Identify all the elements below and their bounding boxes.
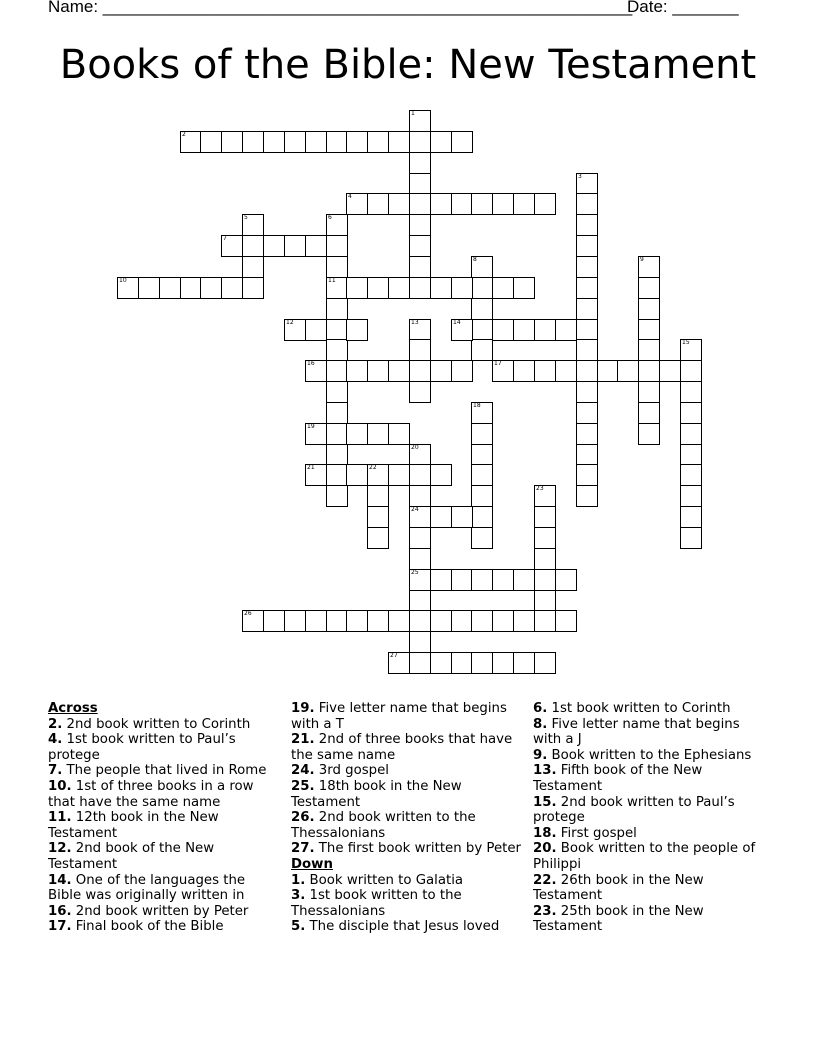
grid-cell[interactable]: [534, 360, 556, 382]
grid-cell[interactable]: [242, 277, 264, 299]
grid-cell[interactable]: [346, 277, 368, 299]
clue-across: 26. 2nd book written to the Thessalonians: [291, 810, 476, 841]
grid-cell[interactable]: [576, 277, 598, 299]
grid-cell[interactable]: [451, 360, 473, 382]
grid-cell[interactable]: [680, 444, 702, 466]
grid-cell[interactable]: [409, 610, 431, 632]
grid-cell[interactable]: [659, 360, 681, 382]
grid-cell[interactable]: [409, 173, 431, 195]
grid-cell[interactable]: [409, 214, 431, 236]
clue-down: 8. Five letter name that begins with a J: [533, 716, 740, 748]
grid-cell[interactable]: [576, 256, 598, 278]
grid-cell[interactable]: [346, 131, 368, 153]
grid-cell[interactable]: [409, 256, 431, 278]
grid-cell[interactable]: [409, 193, 431, 215]
grid-cell[interactable]: [409, 631, 431, 653]
grid-cell[interactable]: [471, 339, 493, 361]
grid-cell[interactable]: [471, 569, 493, 591]
grid-cell[interactable]: [430, 464, 452, 486]
grid-cell[interactable]: [430, 569, 452, 591]
grid-cell[interactable]: [409, 652, 431, 674]
grid-cell[interactable]: [409, 569, 431, 591]
grid-cell[interactable]: [638, 298, 660, 320]
grid-cell[interactable]: [409, 548, 431, 570]
grid-cell[interactable]: [430, 193, 452, 215]
cell-number: 22: [369, 464, 377, 471]
grid-cell[interactable]: [346, 319, 368, 341]
grid-cell[interactable]: [638, 256, 660, 278]
grid-cell[interactable]: [326, 214, 348, 236]
grid-cell[interactable]: [492, 569, 514, 591]
cell-number: 19: [307, 423, 315, 430]
grid-cell[interactable]: [117, 277, 139, 299]
cell-number: 5: [244, 214, 248, 221]
cell-number: 3: [578, 173, 582, 180]
grid-cell[interactable]: [388, 652, 410, 674]
grid-cell[interactable]: [326, 277, 348, 299]
grid-cell[interactable]: [367, 485, 389, 507]
grid-cell[interactable]: [471, 610, 493, 632]
grid-cell[interactable]: [326, 298, 348, 320]
grid-cell[interactable]: [388, 277, 410, 299]
grid-cell[interactable]: [242, 235, 264, 257]
grid-cell[interactable]: [305, 319, 327, 341]
grid-cell[interactable]: [471, 193, 493, 215]
grid-cell[interactable]: [346, 423, 368, 445]
grid-cell[interactable]: [326, 423, 348, 445]
grid-cell[interactable]: [513, 610, 535, 632]
grid-cell[interactable]: [305, 131, 327, 153]
grid-cell[interactable]: [367, 464, 389, 486]
grid-cell[interactable]: [513, 360, 535, 382]
grid-cell[interactable]: [326, 339, 348, 361]
grid-cell[interactable]: [367, 527, 389, 549]
grid-cell[interactable]: [388, 360, 410, 382]
down-heading: Down: [291, 856, 333, 872]
grid-cell[interactable]: [409, 152, 431, 174]
clue-down: 5. The disciple that Jesus loved: [291, 919, 500, 935]
cell-number: 20: [411, 444, 419, 451]
grid-cell[interactable]: [471, 256, 493, 278]
clue-down: 1. Book written to Galatia: [291, 872, 464, 888]
grid-cell[interactable]: [471, 444, 493, 466]
cell-number: 25: [411, 569, 419, 576]
grid-cell[interactable]: [451, 506, 473, 528]
clue-down: 3. 1st book written to the Thessalonians: [291, 888, 462, 919]
grid-cell[interactable]: [451, 319, 473, 341]
grid-cell[interactable]: [263, 131, 285, 153]
grid-cell[interactable]: [326, 235, 348, 257]
grid-cell[interactable]: [284, 610, 306, 632]
grid-cell[interactable]: [534, 506, 556, 528]
grid-cell[interactable]: [388, 423, 410, 445]
grid-cell[interactable]: [305, 423, 327, 445]
grid-cell[interactable]: [576, 193, 598, 215]
across-heading: Across: [48, 701, 98, 716]
grid-cell[interactable]: [409, 590, 431, 612]
grid-cell[interactable]: [680, 464, 702, 486]
grid-cell[interactable]: [409, 381, 431, 403]
grid-cell[interactable]: [305, 610, 327, 632]
clue-down: 18. First gospel: [533, 825, 637, 841]
grid-cell[interactable]: [242, 214, 264, 236]
grid-cell[interactable]: [638, 402, 660, 424]
clue-across: 11. 12th book in the New Testament: [48, 810, 219, 841]
grid-cell[interactable]: [284, 131, 306, 153]
grid-cell[interactable]: [492, 360, 514, 382]
grid-cell[interactable]: [513, 319, 535, 341]
clue-across: 2. 2nd book written to Corinth: [48, 716, 251, 732]
cell-number: 7: [223, 235, 227, 242]
grid-cell[interactable]: [200, 277, 222, 299]
grid-cell[interactable]: [138, 277, 160, 299]
grid-cell[interactable]: [680, 423, 702, 445]
grid-cell[interactable]: [388, 193, 410, 215]
grid-cell[interactable]: [200, 131, 222, 153]
grid-cell[interactable]: [430, 131, 452, 153]
grid-cell[interactable]: [680, 381, 702, 403]
grid-cell[interactable]: [492, 193, 514, 215]
grid-cell[interactable]: [430, 506, 452, 528]
grid-cell[interactable]: [326, 485, 348, 507]
clue-across: 19. Five letter name that begins with a T: [291, 701, 507, 732]
grid-cell[interactable]: [242, 131, 264, 153]
cell-number: 1: [411, 110, 415, 117]
clues-column-2: [291, 701, 521, 935]
grid-cell[interactable]: [513, 277, 535, 299]
grid-cell[interactable]: [451, 569, 473, 591]
grid-cell[interactable]: [326, 381, 348, 403]
cell-number: 27: [390, 652, 398, 659]
grid-cell[interactable]: [534, 527, 556, 549]
grid-cell[interactable]: [451, 131, 473, 153]
grid-cell[interactable]: [471, 298, 493, 320]
grid-cell[interactable]: [534, 610, 556, 632]
cell-number: 9: [640, 256, 644, 263]
grid-cell[interactable]: [263, 235, 285, 257]
grid-cell[interactable]: [159, 277, 181, 299]
grid-cell[interactable]: [534, 485, 556, 507]
grid-cell[interactable]: [576, 402, 598, 424]
grid-cell[interactable]: [680, 402, 702, 424]
grid-cell[interactable]: [242, 610, 264, 632]
grid-cell[interactable]: [555, 319, 577, 341]
grid-cell[interactable]: [638, 381, 660, 403]
cell-number: 15: [682, 339, 690, 346]
clue-across: 25. 18th book in the New Testament: [291, 778, 462, 810]
grid-cell[interactable]: [367, 360, 389, 382]
grid-cell[interactable]: [638, 277, 660, 299]
grid-cell[interactable]: [534, 319, 556, 341]
cell-number: 6: [328, 214, 332, 221]
grid-cell[interactable]: [367, 131, 389, 153]
grid-cell[interactable]: [471, 402, 493, 424]
grid-cell[interactable]: [180, 277, 202, 299]
grid-cell[interactable]: [576, 235, 598, 257]
cell-number: 17: [494, 360, 502, 367]
grid-cell[interactable]: [576, 423, 598, 445]
grid-cell[interactable]: [388, 464, 410, 486]
grid-cell[interactable]: [555, 360, 577, 382]
grid-cell[interactable]: [409, 360, 431, 382]
grid-cell[interactable]: [555, 610, 577, 632]
grid-cell[interactable]: [576, 485, 598, 507]
grid-cell[interactable]: [430, 277, 452, 299]
clue-across: 10. 1st of three books in a row that have the same name: [48, 778, 254, 810]
grid-cell[interactable]: [326, 464, 348, 486]
grid-cell[interactable]: [367, 423, 389, 445]
grid-cell[interactable]: [409, 527, 431, 549]
grid-cell[interactable]: [326, 402, 348, 424]
grid-cell[interactable]: [597, 360, 619, 382]
clue-across: 16. 2nd book written by Peter: [48, 903, 249, 919]
grid-cell[interactable]: [576, 214, 598, 236]
grid-cell[interactable]: [221, 277, 243, 299]
grid-cell[interactable]: [555, 569, 577, 591]
grid-cell[interactable]: [326, 610, 348, 632]
cell-number: 8: [473, 256, 477, 263]
grid-cell[interactable]: [367, 610, 389, 632]
grid-cell[interactable]: [367, 277, 389, 299]
grid-cell[interactable]: [326, 256, 348, 278]
cell-number: 23: [536, 485, 544, 492]
grid-cell[interactable]: [180, 131, 202, 153]
grid-cell[interactable]: [305, 464, 327, 486]
grid-cell[interactable]: [638, 360, 660, 382]
name-label: Name: ________________________________________________________: [48, 0, 633, 16]
grid-cell[interactable]: [576, 298, 598, 320]
clue-across: 14. One of the languages the Bible was originally written in: [48, 872, 246, 904]
grid-cell[interactable]: [576, 339, 598, 361]
clue-down: 23. 25th book in the New Testament: [533, 903, 704, 935]
grid-cell[interactable]: [409, 110, 431, 132]
grid-cell[interactable]: [513, 652, 535, 674]
grid-cell[interactable]: [430, 652, 452, 674]
grid-cell[interactable]: [430, 360, 452, 382]
grid-cell[interactable]: [409, 131, 431, 153]
grid-cell[interactable]: [221, 131, 243, 153]
grid-cell[interactable]: [576, 444, 598, 466]
clue-across: 4. 1st book written to Paul’s protege: [48, 732, 236, 763]
grid-cell[interactable]: [576, 319, 598, 341]
clue-across: 7. The people that lived in Rome: [48, 763, 267, 779]
grid-cell[interactable]: [326, 444, 348, 466]
grid-cell[interactable]: [326, 131, 348, 153]
clue-across: 27. The first book written by Peter: [291, 841, 522, 857]
cell-number: 18: [473, 402, 481, 409]
cell-number: 21: [307, 464, 315, 471]
grid-cell[interactable]: [242, 256, 264, 278]
grid-cell[interactable]: [471, 652, 493, 674]
grid-cell[interactable]: [513, 569, 535, 591]
grid-cell[interactable]: [367, 506, 389, 528]
clue-across: 17. Final book of the Bible: [48, 919, 224, 935]
date-label: Date: _______: [627, 0, 739, 16]
cell-number: 14: [453, 319, 461, 326]
grid-cell[interactable]: [388, 131, 410, 153]
clue-across: 12. 2nd book of the New Testament: [48, 841, 215, 872]
grid-cell[interactable]: [680, 485, 702, 507]
grid-cell[interactable]: [263, 610, 285, 632]
cell-number: 11: [328, 277, 336, 284]
grid-cell[interactable]: [492, 652, 514, 674]
grid-cell[interactable]: [680, 339, 702, 361]
grid-cell[interactable]: [492, 277, 514, 299]
grid-cell[interactable]: [409, 464, 431, 486]
cell-number: 16: [307, 360, 315, 367]
grid-cell[interactable]: [409, 485, 431, 507]
cell-number: 2: [182, 131, 186, 138]
page-title: Books of the Bible: New Testament: [59, 42, 757, 88]
grid-cell[interactable]: [326, 319, 348, 341]
grid-cell[interactable]: [221, 235, 243, 257]
grid-cell[interactable]: [471, 277, 493, 299]
grid-cell[interactable]: [284, 319, 306, 341]
cell-number: 26: [244, 610, 252, 617]
grid-cell[interactable]: [513, 193, 535, 215]
clue-down: 13. Fifth book of the New Testament: [533, 763, 703, 794]
grid-cell[interactable]: [451, 652, 473, 674]
grid-cell[interactable]: [680, 360, 702, 382]
grid-cell[interactable]: [409, 339, 431, 361]
grid-cell[interactable]: [534, 652, 556, 674]
grid-cell[interactable]: [471, 485, 493, 507]
cell-number: 24: [411, 506, 419, 513]
grid-cell[interactable]: [409, 235, 431, 257]
grid-cell[interactable]: [367, 193, 389, 215]
grid-cell[interactable]: [305, 235, 327, 257]
grid-cell[interactable]: [305, 360, 327, 382]
clue-across: 21. 2nd of three books that have the same name: [291, 732, 513, 763]
clues-column-3: [533, 701, 763, 935]
grid-cell[interactable]: [638, 423, 660, 445]
cell-number: 12: [286, 319, 294, 326]
grid-cell[interactable]: [451, 610, 473, 632]
cell-number: 4: [348, 193, 352, 200]
grid-cell[interactable]: [451, 193, 473, 215]
clue-down: 20. Book written to the people of Philippi: [533, 841, 756, 872]
grid-cell[interactable]: [617, 360, 639, 382]
grid-cell[interactable]: [471, 423, 493, 445]
clue-across: 24. 3rd gospel: [291, 763, 389, 779]
grid-cell[interactable]: [284, 235, 306, 257]
grid-cell[interactable]: [471, 319, 493, 341]
grid-cell[interactable]: [534, 569, 556, 591]
grid-cell[interactable]: [638, 339, 660, 361]
grid-cell[interactable]: [430, 610, 452, 632]
grid-cell[interactable]: [492, 319, 514, 341]
grid-cell[interactable]: [576, 173, 598, 195]
grid-cell[interactable]: [534, 548, 556, 570]
grid-cell[interactable]: [409, 444, 431, 466]
grid-cell[interactable]: [346, 464, 368, 486]
clue-down: 15. 2nd book written to Paul’s protege: [533, 794, 735, 826]
grid-cell[interactable]: [346, 193, 368, 215]
grid-cell[interactable]: [409, 277, 431, 299]
cell-number: 10: [119, 277, 127, 284]
grid-cell[interactable]: [492, 610, 514, 632]
cell-number: 13: [411, 319, 419, 326]
grid-cell[interactable]: [680, 506, 702, 528]
grid-cell[interactable]: [471, 527, 493, 549]
grid-cell[interactable]: [346, 610, 368, 632]
grid-cell[interactable]: [451, 277, 473, 299]
grid-cell[interactable]: [680, 527, 702, 549]
grid-cell[interactable]: [388, 610, 410, 632]
grid-cell[interactable]: [638, 319, 660, 341]
grid-cell[interactable]: [346, 360, 368, 382]
clue-down: 9. Book written to the Ephesians: [533, 747, 752, 763]
grid-cell[interactable]: [471, 464, 493, 486]
grid-cell[interactable]: [576, 381, 598, 403]
clues-column-1: [48, 701, 273, 935]
grid-cell[interactable]: [534, 590, 556, 612]
clue-down: 6. 1st book written to Corinth: [533, 701, 731, 716]
grid-cell[interactable]: [576, 464, 598, 486]
clue-down: 22. 26th book in the New Testament: [533, 872, 704, 904]
grid-cell[interactable]: [471, 506, 493, 528]
grid-cell[interactable]: [409, 319, 431, 341]
grid-cell[interactable]: [576, 360, 598, 382]
grid-cell[interactable]: [409, 506, 431, 528]
grid-cell[interactable]: [326, 360, 348, 382]
grid-cell[interactable]: [534, 193, 556, 215]
